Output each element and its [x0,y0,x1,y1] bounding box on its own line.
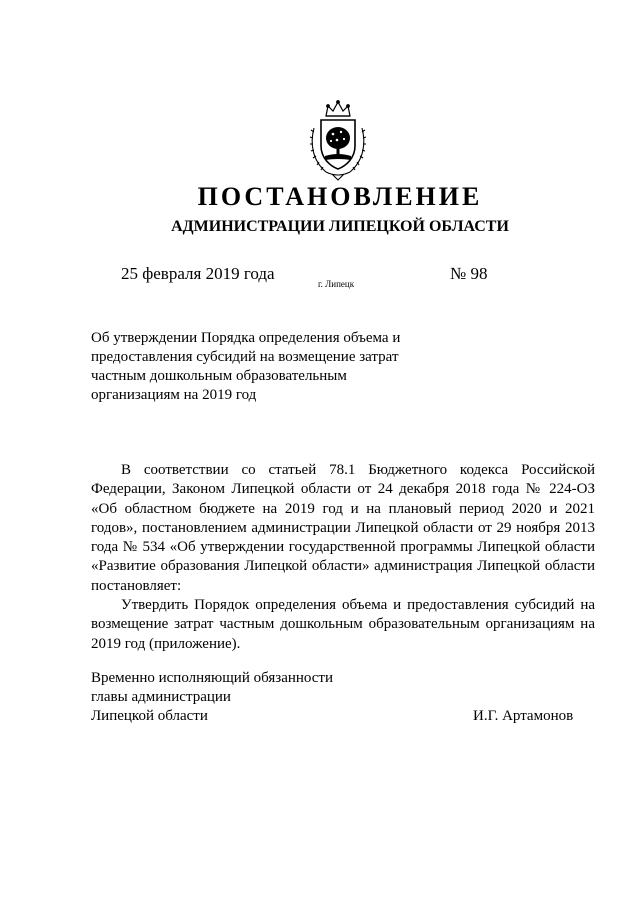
subject-line: организациям на 2019 год [91,387,257,403]
issuing-authority: АДМИНИСТРАЦИИ ЛИПЕЦКОЙ ОБЛАСТИ [171,218,509,235]
signatory-name: И.Г. Артамонов [473,708,574,724]
document-number: № 98 [450,264,488,283]
resolution-paragraph: Утвердить Порядок определения объема и предоставления субсидий на возмещение затрат частным дошкольным образовательным организациям на 2019 год (приложение). [91,597,595,652]
signatory-position-line: Липецкой области [91,708,208,724]
signatory-position-line: главы администрации [91,689,231,705]
coat-of-arms-icon [306,98,370,182]
subject-line: предоставления субсидий на возмещение затрат [91,349,399,365]
document-subject [91,329,421,405]
subject-line: Об утверждении Порядка определения объема и [91,330,401,346]
signatory-position-line: Временно исполняющий обязанности [91,670,334,686]
subject-line: частным дошкольным образовательным [91,368,347,384]
document-type-title: ПОСТАНОВЛЕНИЕ [197,182,483,211]
document-body [91,461,595,654]
preamble-paragraph: В соответствии со статьей 78.1 Бюджетного кодекса Российской Федерации, Законом Липецкой области от 24 декабря 2018 года № 224-ОЗ «Об областном бюджете на 2019 год и на плановый период 2020 и 2021 годов», постановлением администрации Липецкой области от 29 ноября 2013 года № 534 «Об утверждении государственной программы Липецкой области «Развитие образования Липецкой области» администрация Липецкой области постановляет: [91,462,595,594]
document-city: г. Липецк [318,279,355,289]
document-date: 25 февраля 2019 года [121,264,275,283]
